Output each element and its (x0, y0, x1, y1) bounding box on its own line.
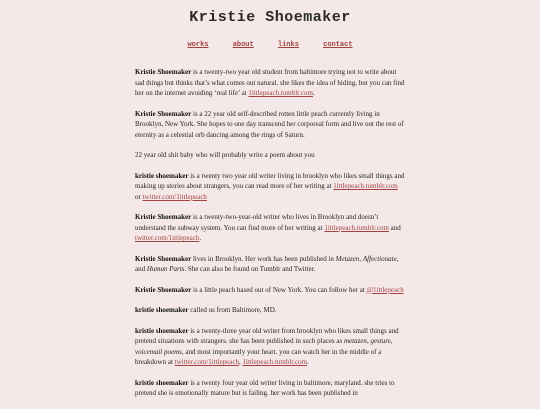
bio-list (135, 67, 405, 409)
publication-metazen: Metazen (335, 254, 360, 263)
tumblr-link[interactable]: 1ittlepeach.tumblr.com (324, 223, 389, 232)
twitter-link[interactable]: twitter.com/1ittlepeach (174, 358, 239, 366)
bio-paragraph: Kristie Shoemaker is a twenty-two year old student from baltimore trying not to write about sad things but thinks that’s what comes out natural. she likes the idea of hiding, but you can find her on the internet avoiding ‘real life’ at 1ittlepeach.tumblr.com. (135, 68, 405, 97)
tumblr-link[interactable]: 1ittlepeach.tumblr.com (242, 358, 308, 366)
publication-gesture: gesture (370, 337, 391, 345)
bio-paragraph: Kristie Shoemaker lives in Brooklyn. Her work has been published in Metazen, Affectionate, and Human Parts. She can also be found on Tumblr and Twitter. (135, 254, 399, 273)
bio-paragraph: kristie shoemaker is a twenty four year old writer living in baltimore, maryland. she tries to pretend she is emotionally mature but is failing. her work has been published in (135, 378, 395, 397)
nav-links-link[interactable]: links (277, 41, 299, 49)
bio-name: kristie shoemaker (135, 378, 189, 387)
bio-paragraph: kristie shoemaker is a twenty two year old writer living in brooklyn who likes small things and making up stories about strangers, you can read more of her writing at 1ittlepeach.tumblr.com or twitter.com/1ittlepeach (135, 171, 405, 201)
bio-name: Kristie Shoemaker (135, 213, 192, 221)
bio-name: kristie shoemaker (135, 326, 189, 335)
site-header (0, 0, 540, 51)
bio-name: Kristie Shoemaker (135, 285, 192, 294)
bio-paragraph: Kristie Shoemaker is a little peach based out of New York. You can follow her at @1ittlepeach (135, 285, 404, 294)
bio-name: Kristie Shoemaker (135, 109, 192, 118)
bio-name: Kristie Shoemaker (135, 254, 192, 263)
publication-human-parts: Human Parts (146, 265, 185, 273)
bio-paragraph: 22 year old shit baby who will probably write a poem about you (135, 151, 315, 159)
twitter-link[interactable]: twitter.com/1ittlepeach (142, 192, 207, 201)
bio-paragraph: kristie shoemaker called us from Baltimore, MD. (135, 306, 277, 314)
bio-name: kristie shoemaker (135, 171, 189, 180)
bio-paragraph: Kristie Shoemaker is a twenty-two-year-old writer who lives in Brooklyn and doesn’t understand the subway system. You can find more of her writing at 1ittlepeach.tumblr.com and twitter.com/1ittlepeach. (135, 213, 401, 242)
site-title: Kristie Shoemaker (189, 9, 351, 26)
twitter-handle-link[interactable]: @1ittlepeach (366, 285, 404, 294)
tumblr-link[interactable]: 1ittlepeach.tumblr.com (248, 89, 313, 97)
publication-voicemail-poems: voicemail poems (135, 347, 182, 356)
nav-about-link[interactable]: about (232, 41, 254, 49)
bio-name: kristie shoemaker (135, 306, 189, 314)
bio-paragraph: Kristie Shoemaker is a 22 year old self-described rotten little peach currently living in Brooklyn, New York. She hopes to one day transcend her corporeal form and live out the rest of eternity as a celestial orb dancing among the rings of Saturn. (135, 109, 404, 139)
publication-metazen: metazen (343, 337, 367, 345)
main-nav (0, 39, 540, 51)
publication-affectionate: Affectionate (362, 254, 397, 263)
tumblr-link[interactable]: 1ittlepeach.tumblr.com (333, 182, 398, 190)
twitter-link[interactable]: twitter.com/1ittlepeach (135, 234, 200, 242)
bio-paragraph: kristie shoemaker is a twenty-three year old writer from brooklyn who likes small things and pretend situations with strangers. she has been published in such places as metazen, gesture, voicemail poems, and most importantly your heart. you can watch her in the middle of a breakdown at twitter.com/1ittlepeach, 1ittlepeach.tumblr.com. (135, 326, 399, 366)
bio-name: Kristie Shoemaker (135, 68, 192, 76)
nav-contact-link[interactable]: contact (323, 41, 353, 49)
nav-works-link[interactable]: works (187, 41, 209, 49)
